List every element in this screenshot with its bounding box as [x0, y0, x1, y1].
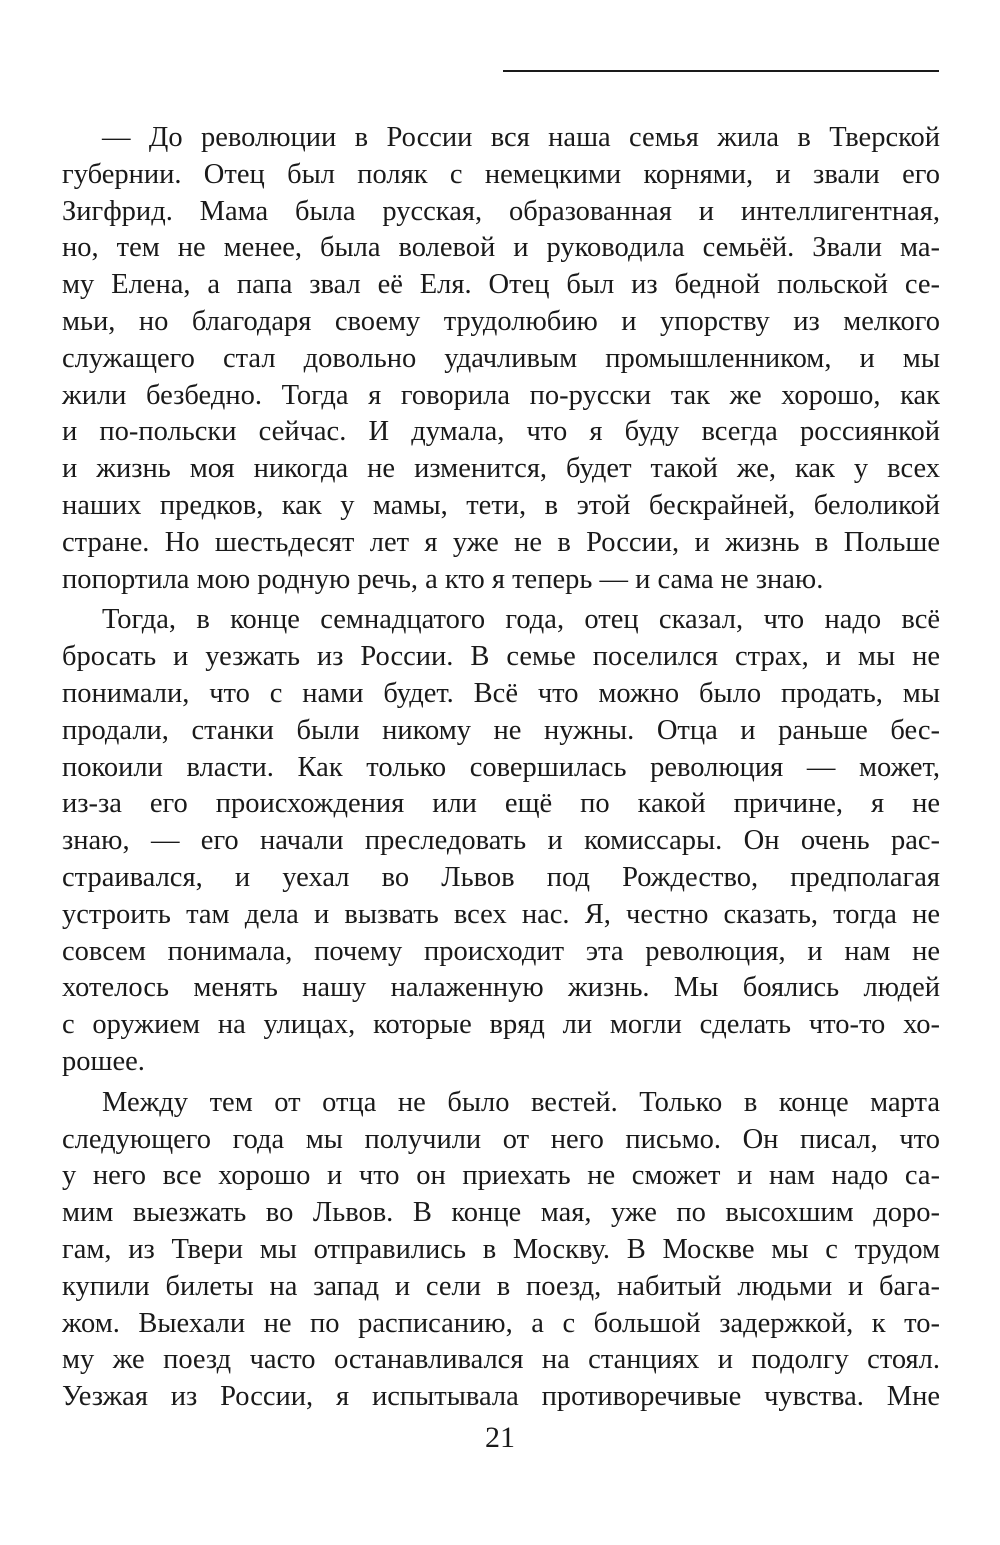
text-line: следующего года мы получили от него письмо. Он писал, что [62, 1123, 940, 1155]
text-body [62, 120, 940, 1416]
paragraph-1 [62, 120, 940, 598]
text-line: губернии. Отец был поляк с немецкими корнями, и звали его [62, 158, 940, 190]
text-line: с оружием на улицах, которые вряд ли могли сделать что-то хо- [62, 1009, 940, 1041]
text-line: мим выезжать во Львов. В конце мая, уже по высохшим доро- [62, 1197, 940, 1229]
text-line: Уезжая из России, я испытывала противоречивые чувства. Мне [62, 1381, 940, 1413]
text-line: и по-польски сейчас. И думала, что я буду всегда россиянкой [62, 416, 940, 448]
paragraph-2 [62, 602, 940, 1080]
text-line: устроить там дела и вызвать всех нас. Я, честно сказать, тогда не [62, 898, 940, 930]
text-line: хотелось менять нашу налаженную жизнь. Мы боялись людей [62, 972, 940, 1004]
text-line: рошее. [62, 1045, 145, 1077]
text-line: совсем понимала, почему происходит эта революция, и нам не [62, 935, 940, 967]
text-line: му Елена, а папа звал её Еля. Отец был из бедной польской се- [62, 269, 940, 301]
paragraph-3 [62, 1085, 940, 1416]
text-line: гам, из Твери мы отправились в Москву. В Москве мы с трудом [62, 1233, 940, 1265]
text-line: мьи, но благодаря своему трудолюбию и упорству из мелкого [62, 305, 940, 337]
text-line: покоили власти. Как только совершилась революция — может, [62, 751, 940, 783]
text-line: из-за его происхождения или ещё по какой причине, я не [62, 788, 940, 820]
text-line: Между тем от отца не было вестей. Только в конце марта [102, 1086, 940, 1118]
header-rule [503, 70, 939, 72]
text-line: знаю, — его начали преследовать и комиссары. Он очень рас- [62, 825, 940, 857]
text-line: понимали, что с нами будет. Всё что можно было продать, мы [62, 677, 940, 709]
text-line: служащего стал довольно удачливым промышленником, и мы [62, 342, 940, 374]
text-line: жили безбедно. Тогда я говорила по-русски так же хорошо, как [62, 379, 940, 411]
text-line: стране. Но шестьдесят лет я уже не в России, и жизнь в Польше [62, 526, 940, 558]
text-line: — До революции в России вся наша семья жила в Тверской [102, 122, 940, 153]
text-line: и жизнь моя никогда не изменится, будет такой же, как у всех [62, 453, 940, 485]
text-line: у него все хорошо и что он приехать не сможет и нам надо са- [62, 1160, 940, 1192]
text-line: Зигфрид. Мама была русская, образованная и интеллигентная, [62, 195, 940, 227]
text-line: купили билеты на запад и сели в поезд, набитый людьми и бага- [62, 1270, 940, 1302]
text-line: но, тем не менее, была волевой и руководила семьёй. Звали ма- [62, 232, 940, 264]
text-line: страивался, и уехал во Львов под Рождество, предполагая [62, 861, 940, 893]
text-line: бросать и уезжать из России. В семье поселился страх, и мы не [62, 641, 940, 673]
text-line: наших предков, как у мамы, тети, в этой бескрайней, белоликой [62, 489, 940, 521]
text-line: попортила мою родную речь, а кто я теперь — и сама не знаю. [62, 563, 824, 595]
text-line: жом. Выехали не по расписанию, а с большой задержкой, к то- [62, 1307, 940, 1339]
page-number: 21 [485, 1421, 515, 1454]
text-line: му же поезд часто останавливался на станциях и подолгу стоял. [62, 1344, 940, 1376]
text-line: Тогда, в конце семнадцатого года, отец сказал, что надо всё [102, 604, 940, 636]
text-line: продали, станки были никому не нужны. Отца и раньше бес- [62, 714, 940, 746]
